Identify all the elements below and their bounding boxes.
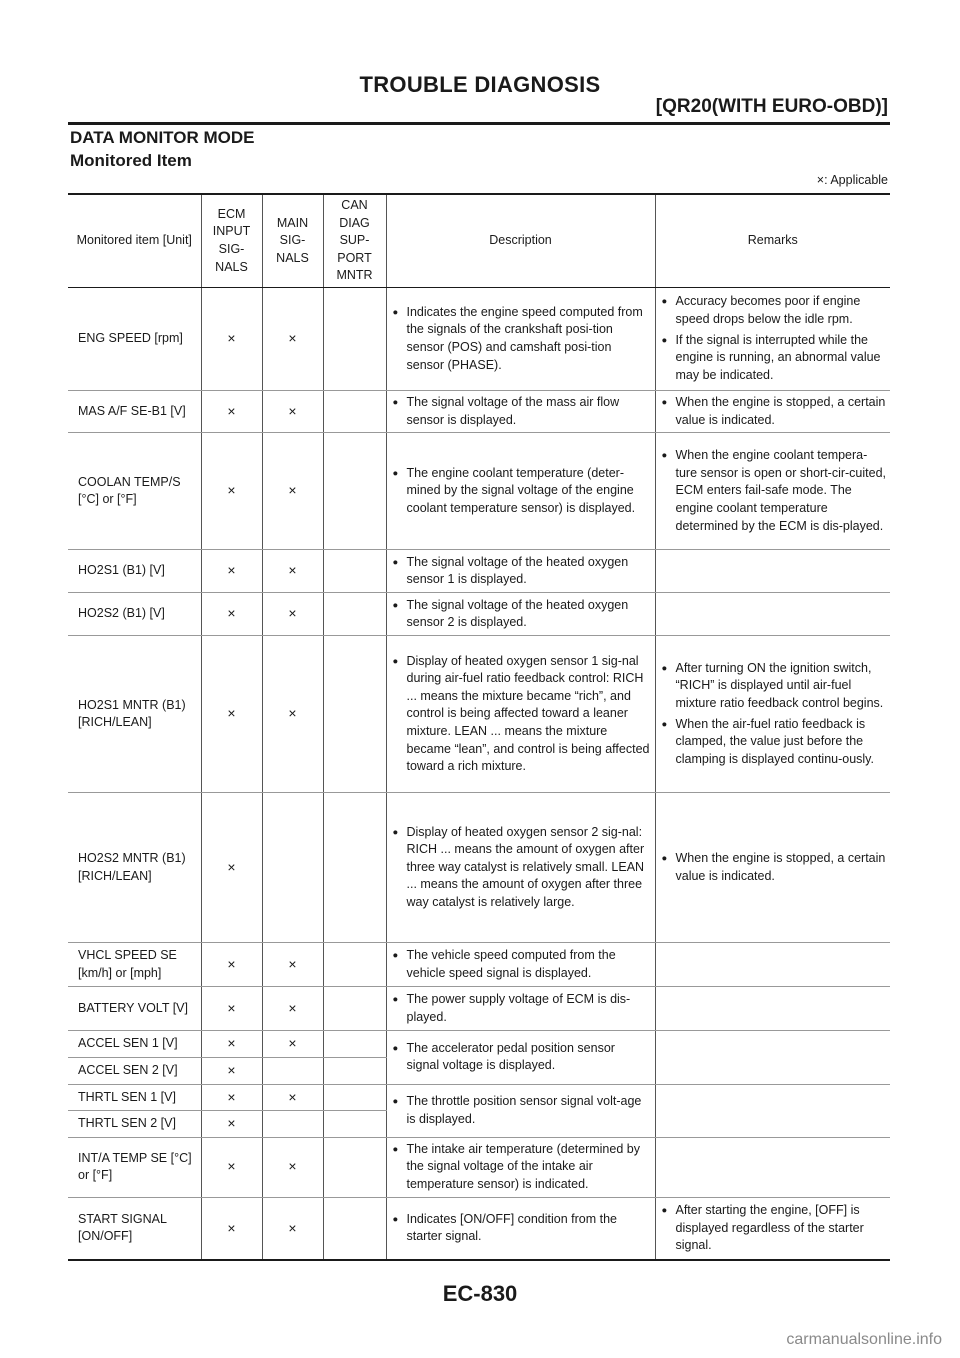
description-cell bbox=[386, 550, 655, 593]
remarks-cell-list bbox=[662, 447, 887, 535]
table-row bbox=[68, 793, 890, 943]
monitored-item-cell: THRTL SEN 2 [V] bbox=[68, 1111, 201, 1138]
description-cell bbox=[386, 1031, 655, 1084]
main-signal-mark: × bbox=[262, 390, 323, 432]
table-row bbox=[68, 943, 890, 987]
section-title: DATA MONITOR MODE bbox=[70, 128, 255, 147]
header-divider bbox=[68, 122, 890, 125]
description-cell bbox=[386, 943, 655, 987]
table-row bbox=[68, 390, 890, 432]
bullet-item: ● If the signal is interrupted while the engine is running, an abnormal value may be indicated. bbox=[662, 332, 887, 385]
bullet-item: ● Accuracy becomes poor if engine speed drops below the idle rpm. bbox=[662, 293, 887, 328]
main-signal-mark: × bbox=[262, 1031, 323, 1058]
bullet-item: ● The signal voltage of the heated oxygen sensor 1 is displayed. bbox=[393, 554, 651, 589]
monitored-item-cell: MAS A/F SE-B1 [V] bbox=[68, 390, 201, 432]
bullet-item: ● The signal voltage of the mass air flow sensor is displayed. bbox=[393, 394, 651, 429]
bullet-item: ● After turning ON the ignition switch, “RICH” is displayed until air-fuel mixture ratio feedback control begins. bbox=[662, 660, 887, 713]
can-diag-mark bbox=[323, 1057, 386, 1084]
monitored-item-cell: COOLAN TEMP/S [°C] or [°F] bbox=[68, 433, 201, 550]
monitored-item-cell: BATTERY VOLT [V] bbox=[68, 987, 201, 1031]
bullet-item: ● When the engine is stopped, a certain value is indicated. bbox=[662, 850, 887, 885]
page-title: TROUBLE DIAGNOSIS bbox=[359, 72, 601, 97]
table-row bbox=[68, 987, 890, 1031]
bullet-item: ● Display of heated oxygen sensor 1 sig-nal during air-fuel ratio feedback control: RICH ... means the mixture became “rich”, and control is being affected toward a leaner mixture. LEAN ... means the mixture became “lean”, and control is being affected toward a rich mixture. bbox=[393, 653, 651, 776]
ecm-input-mark: × bbox=[201, 1057, 262, 1084]
description-cell bbox=[386, 987, 655, 1031]
header-ecm-input-signals: ECM INPUT SIG-NALS bbox=[201, 194, 262, 287]
remarks-cell bbox=[655, 433, 890, 550]
main-signal-mark: × bbox=[262, 636, 323, 793]
description-cell bbox=[386, 1084, 655, 1137]
description-cell-list bbox=[393, 991, 651, 1026]
ecm-input-mark: × bbox=[201, 793, 262, 943]
bullet-item: ● When the air-fuel ratio feedback is clamped, the value just before the clamping is displayed continu-ously. bbox=[662, 716, 887, 769]
remarks-cell bbox=[655, 550, 890, 593]
main-signal-mark: × bbox=[262, 1137, 323, 1197]
bullet-item: ● The engine coolant temperature (deter-mined by the signal voltage of the engine coolant temperature sensor) is displayed. bbox=[393, 465, 651, 518]
can-diag-mark bbox=[323, 793, 386, 943]
remarks-cell bbox=[655, 593, 890, 636]
page-subtitle: [QR20(WITH EURO-OBD)] bbox=[655, 96, 888, 117]
can-diag-mark bbox=[323, 1031, 386, 1058]
description-cell-list bbox=[393, 1093, 651, 1128]
main-signal-mark: × bbox=[262, 550, 323, 593]
remarks-cell-list bbox=[662, 394, 887, 429]
monitored-item-cell: VHCL SPEED SE [km/h] or [mph] bbox=[68, 943, 201, 987]
remarks-cell-list bbox=[662, 850, 887, 885]
header-description: Description bbox=[386, 194, 655, 287]
ecm-input-mark: × bbox=[201, 593, 262, 636]
table-row bbox=[68, 287, 890, 390]
bullet-item: ● The intake air temperature (determined by the signal voltage of the intake air temperature sensor) is indicated. bbox=[393, 1141, 651, 1194]
table-row bbox=[68, 550, 890, 593]
monitored-item-cell: HO2S2 MNTR (B1) [RICH/LEAN] bbox=[68, 793, 201, 943]
can-diag-mark bbox=[323, 550, 386, 593]
remarks-cell bbox=[655, 1137, 890, 1197]
main-signal-mark bbox=[262, 793, 323, 943]
can-diag-mark bbox=[323, 636, 386, 793]
monitored-item-cell: HO2S1 MNTR (B1) [RICH/LEAN] bbox=[68, 636, 201, 793]
ecm-input-mark: × bbox=[201, 550, 262, 593]
table-row bbox=[68, 1031, 890, 1058]
can-diag-mark bbox=[323, 1197, 386, 1260]
table-row bbox=[68, 636, 890, 793]
ecm-input-mark: × bbox=[201, 1111, 262, 1138]
page-number: EC-830 bbox=[442, 1281, 518, 1306]
table-row bbox=[68, 1197, 890, 1260]
ecm-input-mark: × bbox=[201, 1031, 262, 1058]
ecm-input-mark: × bbox=[201, 390, 262, 432]
monitored-item-cell: ACCEL SEN 1 [V] bbox=[68, 1031, 201, 1058]
description-cell bbox=[386, 287, 655, 390]
description-cell-list bbox=[393, 304, 651, 374]
ecm-input-mark: × bbox=[201, 636, 262, 793]
monitored-item-cell: THRTL SEN 1 [V] bbox=[68, 1084, 201, 1111]
description-cell bbox=[386, 390, 655, 432]
main-signal-mark: × bbox=[262, 593, 323, 636]
watermark: carmanualsonline.info bbox=[786, 1331, 942, 1348]
remarks-cell bbox=[655, 1031, 890, 1084]
main-signal-mark: × bbox=[262, 1197, 323, 1260]
table-row bbox=[68, 1084, 890, 1111]
bullet-item: ● Indicates the engine speed computed from the signals of the crankshaft posi-tion sensor (POS) and camshaft posi-tion sensor (PHASE). bbox=[393, 304, 651, 374]
bullet-item: ● Display of heated oxygen sensor 2 sig-nal: RICH ... means the amount of oxygen after three way catalyst is relatively small. LEAN ... means the amount of oxygen after three way catalyst is relatively large. bbox=[393, 824, 651, 912]
ecm-input-mark: × bbox=[201, 943, 262, 987]
description-cell-list bbox=[393, 947, 651, 982]
main-signal-mark: × bbox=[262, 433, 323, 550]
ecm-input-mark: × bbox=[201, 987, 262, 1031]
description-cell bbox=[386, 1197, 655, 1260]
can-diag-mark bbox=[323, 287, 386, 390]
description-cell-list bbox=[393, 465, 651, 518]
ecm-input-mark: × bbox=[201, 1084, 262, 1111]
applicable-legend: ×: Applicable bbox=[816, 173, 888, 187]
bullet-item: ● When the engine is stopped, a certain value is indicated. bbox=[662, 394, 887, 429]
bullet-item: ● The vehicle speed computed from the vehicle speed signal is displayed. bbox=[393, 947, 651, 982]
remarks-cell-list bbox=[662, 660, 887, 769]
ecm-input-mark: × bbox=[201, 1137, 262, 1197]
header-remarks: Remarks bbox=[655, 194, 890, 287]
can-diag-mark bbox=[323, 433, 386, 550]
description-cell bbox=[386, 793, 655, 943]
main-signal-mark bbox=[262, 1057, 323, 1084]
can-diag-mark bbox=[323, 1111, 386, 1138]
can-diag-mark bbox=[323, 390, 386, 432]
can-diag-mark bbox=[323, 943, 386, 987]
sub-title: Monitored Item bbox=[70, 151, 192, 170]
remarks-cell bbox=[655, 987, 890, 1031]
can-diag-mark bbox=[323, 1084, 386, 1111]
bullet-item: ● The power supply voltage of ECM is dis-played. bbox=[393, 991, 651, 1026]
description-cell-list bbox=[393, 1040, 651, 1075]
main-signal-mark bbox=[262, 1111, 323, 1138]
table-row bbox=[68, 433, 890, 550]
description-cell-list bbox=[393, 1141, 651, 1194]
remarks-cell-list bbox=[662, 1202, 887, 1255]
description-cell bbox=[386, 593, 655, 636]
description-cell-list bbox=[393, 394, 651, 429]
monitored-item-cell: ACCEL SEN 2 [V] bbox=[68, 1057, 201, 1084]
remarks-cell bbox=[655, 793, 890, 943]
can-diag-mark bbox=[323, 987, 386, 1031]
bullet-item: ● After starting the engine, [OFF] is displayed regardless of the starter signal. bbox=[662, 1202, 887, 1255]
remarks-cell-list bbox=[662, 293, 887, 384]
table-row bbox=[68, 593, 890, 636]
description-cell-list bbox=[393, 597, 651, 632]
monitored-item-cell: START SIGNAL [ON/OFF] bbox=[68, 1197, 201, 1260]
main-signal-mark: × bbox=[262, 987, 323, 1031]
header-can-diag-support: CAN DIAG SUP-PORT MNTR bbox=[323, 194, 386, 287]
bullet-item: ● The throttle position sensor signal volt-age is displayed. bbox=[393, 1093, 651, 1128]
remarks-cell bbox=[655, 943, 890, 987]
main-signal-mark: × bbox=[262, 1084, 323, 1111]
description-cell-list bbox=[393, 824, 651, 912]
description-cell bbox=[386, 1137, 655, 1197]
ecm-input-mark: × bbox=[201, 433, 262, 550]
monitored-item-table bbox=[68, 193, 890, 1261]
description-cell bbox=[386, 636, 655, 793]
bullet-item: ● The accelerator pedal position sensor signal voltage is displayed. bbox=[393, 1040, 651, 1075]
remarks-cell bbox=[655, 636, 890, 793]
main-signal-mark: × bbox=[262, 943, 323, 987]
description-cell-list bbox=[393, 1211, 651, 1246]
remarks-cell bbox=[655, 390, 890, 432]
header-main-signals: MAIN SIG-NALS bbox=[262, 194, 323, 287]
description-cell-list bbox=[393, 554, 651, 589]
monitored-item-cell: HO2S2 (B1) [V] bbox=[68, 593, 201, 636]
can-diag-mark bbox=[323, 1137, 386, 1197]
remarks-cell bbox=[655, 287, 890, 390]
table-header-row bbox=[68, 194, 890, 287]
description-cell bbox=[386, 433, 655, 550]
remarks-cell bbox=[655, 1084, 890, 1137]
bullet-item: ● The signal voltage of the heated oxygen sensor 2 is displayed. bbox=[393, 597, 651, 632]
description-cell-list bbox=[393, 653, 651, 776]
ecm-input-mark: × bbox=[201, 1197, 262, 1260]
table-row bbox=[68, 1137, 890, 1197]
monitored-item-cell: INT/A TEMP SE [°C] or [°F] bbox=[68, 1137, 201, 1197]
ecm-input-mark: × bbox=[201, 287, 262, 390]
main-signal-mark: × bbox=[262, 287, 323, 390]
bullet-item: ● Indicates [ON/OFF] condition from the starter signal. bbox=[393, 1211, 651, 1246]
monitored-item-cell: HO2S1 (B1) [V] bbox=[68, 550, 201, 593]
header-monitored-item: Monitored item [Unit] bbox=[68, 194, 201, 287]
remarks-cell bbox=[655, 1197, 890, 1260]
monitored-item-cell: ENG SPEED [rpm] bbox=[68, 287, 201, 390]
bullet-item: ● When the engine coolant tempera-ture sensor is open or short-cir-cuited, ECM enters fail-safe mode. The engine coolant temperature determined by the ECM is dis-played. bbox=[662, 447, 887, 535]
can-diag-mark bbox=[323, 593, 386, 636]
